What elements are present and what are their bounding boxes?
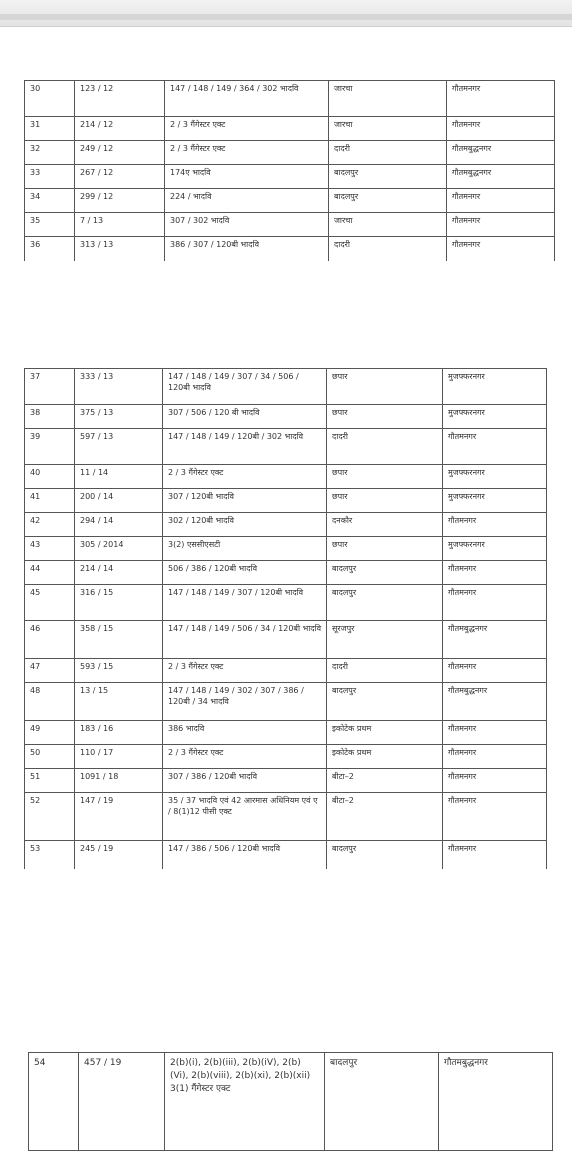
serial-number-cell: 43 [25, 537, 75, 561]
serial-number-cell: 50 [25, 745, 75, 769]
serial-number-cell: 46 [25, 621, 75, 659]
district-cell: गौतमनगर [443, 513, 547, 537]
police-station-cell: इकोटेक प्रथम [327, 721, 443, 745]
sections-cell: 2 / 3 गैंगेस्टर एक्ट [165, 141, 329, 165]
sections-cell: 35 / 37 भादवि एवं 42 आरमास अधिनियम एवं ए / 8(1)12 पीसी एक्ट [163, 793, 327, 841]
district-cell: गौतमबुद्धनगर [447, 141, 555, 165]
serial-number-cell: 34 [25, 189, 75, 213]
police-station-cell: दादरी [327, 659, 443, 683]
serial-number-cell: 42 [25, 513, 75, 537]
district-cell: गौतमनगर [443, 659, 547, 683]
sections-cell: 147 / 148 / 149 / 506 / 34 / 120बी भादवि [163, 621, 327, 659]
sections-cell: 147 / 148 / 149 / 302 / 307 / 386 / 120बी / 34 भादवि [163, 683, 327, 721]
case-table-page-3 [28, 1052, 553, 1151]
police-station-cell: दादरी [329, 237, 447, 261]
case-number-cell: 214 / 12 [75, 117, 165, 141]
police-station-cell: बादलपुर [325, 1053, 439, 1151]
table-row [25, 369, 547, 405]
table-row [25, 537, 547, 561]
table-row [25, 405, 547, 429]
police-station-cell: दादरी [329, 141, 447, 165]
case-number-cell: 305 / 2014 [75, 537, 163, 561]
serial-number-cell: 40 [25, 465, 75, 489]
case-number-cell: 110 / 17 [75, 745, 163, 769]
police-station-cell: जारचा [329, 81, 447, 117]
district-cell: गौतमनगर [443, 769, 547, 793]
police-station-cell: छपार [327, 489, 443, 513]
sections-cell: 224 / भादवि [165, 189, 329, 213]
table-row [25, 489, 547, 513]
police-station-cell: बीटा–2 [327, 769, 443, 793]
sections-cell: 3(2) एससीएसटी [163, 537, 327, 561]
police-station-cell: बादलपुर [329, 165, 447, 189]
table-row [25, 81, 555, 117]
serial-number-cell: 51 [25, 769, 75, 793]
sections-cell: 307 / 302 भादवि [165, 213, 329, 237]
police-station-cell: दनकौर [327, 513, 443, 537]
district-cell: गौतमनगर [443, 429, 547, 465]
district-cell: गौतमबुद्धनगर [447, 165, 555, 189]
serial-number-cell: 39 [25, 429, 75, 465]
table-row [25, 721, 547, 745]
district-cell: गौतमनगर [443, 745, 547, 769]
case-table-body [25, 369, 547, 869]
police-station-cell: जारचा [329, 117, 447, 141]
serial-number-cell: 52 [25, 793, 75, 841]
district-cell: मुजफ्फरनगर [443, 465, 547, 489]
serial-number-cell: 36 [25, 237, 75, 261]
district-cell: मुजफ्फरनगर [443, 489, 547, 513]
table-row [25, 745, 547, 769]
district-cell: गौतमनगर [443, 561, 547, 585]
table-row [25, 189, 555, 213]
case-number-cell: 200 / 14 [75, 489, 163, 513]
district-cell: गौतमबुद्धनगर [439, 1053, 553, 1151]
sections-cell: 302 / 120बी भादवि [163, 513, 327, 537]
case-number-cell: 245 / 19 [75, 841, 163, 869]
serial-number-cell: 41 [25, 489, 75, 513]
police-station-cell: जारचा [329, 213, 447, 237]
district-cell: गौतमनगर [447, 189, 555, 213]
case-number-cell: 333 / 13 [75, 369, 163, 405]
police-station-cell: छपार [327, 465, 443, 489]
case-number-cell: 214 / 14 [75, 561, 163, 585]
table-row [25, 141, 555, 165]
police-station-cell: बादलपुर [327, 683, 443, 721]
district-cell: गौतमबुद्धनगर [443, 621, 547, 659]
sections-cell: 147 / 148 / 149 / 307 / 120बी भादवि [163, 585, 327, 621]
sections-cell: 2 / 3 गैंगेस्टर एक्ट [163, 659, 327, 683]
serial-number-cell: 32 [25, 141, 75, 165]
police-station-cell: बादलपुर [327, 585, 443, 621]
police-station-cell: बीटा–2 [327, 793, 443, 841]
sections-cell: 386 / 307 / 120बी भादवि [165, 237, 329, 261]
table-row [25, 165, 555, 189]
district-cell: गौतमनगर [447, 237, 555, 261]
case-number-cell: 13 / 15 [75, 683, 163, 721]
police-station-cell: दादरी [327, 429, 443, 465]
table-row [25, 793, 547, 841]
case-number-cell: 249 / 12 [75, 141, 165, 165]
sections-cell: 147 / 386 / 506 / 120बी भादवि [163, 841, 327, 869]
sections-cell: 307 / 386 / 120बी भादवि [163, 769, 327, 793]
sections-cell: 2 / 3 गैंगेस्टर एक्ट [163, 745, 327, 769]
sections-cell: 147 / 148 / 149 / 307 / 34 / 506 / 120बी भादवि [163, 369, 327, 405]
district-cell: गौतमनगर [447, 117, 555, 141]
serial-number-cell: 31 [25, 117, 75, 141]
table-row [25, 213, 555, 237]
case-number-cell: 1091 / 18 [75, 769, 163, 793]
table-row [25, 237, 555, 261]
district-cell: मुजफ्फरनगर [443, 537, 547, 561]
serial-number-cell: 45 [25, 585, 75, 621]
sections-cell: 147 / 148 / 149 / 120बी / 302 भादवि [163, 429, 327, 465]
serial-number-cell: 33 [25, 165, 75, 189]
district-cell: गौतमनगर [447, 213, 555, 237]
sections-cell: 2 / 3 गैंगेस्टर एक्ट [165, 117, 329, 141]
case-number-cell: 358 / 15 [75, 621, 163, 659]
case-number-cell: 313 / 13 [75, 237, 165, 261]
case-number-cell: 123 / 12 [75, 81, 165, 117]
case-number-cell: 299 / 12 [75, 189, 165, 213]
serial-number-cell: 49 [25, 721, 75, 745]
serial-number-cell: 53 [25, 841, 75, 869]
sections-cell: 2 / 3 गैंगेस्टर एक्ट [163, 465, 327, 489]
sections-cell: 386 भादवि [163, 721, 327, 745]
case-table-body [25, 81, 555, 261]
police-station-cell: छपार [327, 369, 443, 405]
serial-number-cell: 38 [25, 405, 75, 429]
sections-cell: 2(b)(i), 2(b)(iii), 2(b)(iV), 2(b)(Vi), 2(b)(viii), 2(b)(xi), 2(b)(xii) 3(1) गैंगेस्टर एक्ट [165, 1053, 325, 1151]
case-table-body [29, 1053, 553, 1151]
sections-cell: 174ए भादवि [165, 165, 329, 189]
case-number-cell: 375 / 13 [75, 405, 163, 429]
police-station-cell: बादलपुर [329, 189, 447, 213]
district-cell: मुजफ्फरनगर [443, 405, 547, 429]
table-row [25, 683, 547, 721]
case-number-cell: 457 / 19 [79, 1053, 165, 1151]
case-number-cell: 597 / 13 [75, 429, 163, 465]
top-toolbar [0, 0, 572, 27]
table-row [25, 585, 547, 621]
table-row [25, 841, 547, 869]
table-row [25, 513, 547, 537]
police-station-cell: बादलपुर [327, 841, 443, 869]
district-cell: गौतमनगर [443, 721, 547, 745]
table-row [25, 429, 547, 465]
sections-cell: 147 / 148 / 149 / 364 / 302 भादवि [165, 81, 329, 117]
case-table-page-1 [24, 80, 555, 261]
district-cell: गौतमनगर [447, 81, 555, 117]
district-cell: गौतमबुद्धनगर [443, 683, 547, 721]
police-station-cell: इकोटेक प्रथम [327, 745, 443, 769]
district-cell: गौतमनगर [443, 841, 547, 869]
police-station-cell: बादलपुर [327, 561, 443, 585]
case-number-cell: 267 / 12 [75, 165, 165, 189]
district-cell: गौतमनगर [443, 585, 547, 621]
serial-number-cell: 35 [25, 213, 75, 237]
district-cell: गौतमनगर [443, 793, 547, 841]
sections-cell: 506 / 386 / 120बी भादवि [163, 561, 327, 585]
case-number-cell: 147 / 19 [75, 793, 163, 841]
police-station-cell: छपार [327, 537, 443, 561]
table-row [25, 117, 555, 141]
serial-number-cell: 54 [29, 1053, 79, 1151]
police-station-cell: छपार [327, 405, 443, 429]
sections-cell: 307 / 506 / 120 बी भादवि [163, 405, 327, 429]
district-cell: मुजफ्फरनगर [443, 369, 547, 405]
case-number-cell: 294 / 14 [75, 513, 163, 537]
table-row [25, 561, 547, 585]
serial-number-cell: 30 [25, 81, 75, 117]
table-row [25, 769, 547, 793]
serial-number-cell: 44 [25, 561, 75, 585]
serial-number-cell: 47 [25, 659, 75, 683]
case-number-cell: 7 / 13 [75, 213, 165, 237]
serial-number-cell: 37 [25, 369, 75, 405]
case-table-page-2 [24, 368, 547, 869]
table-row [25, 621, 547, 659]
table-row [29, 1053, 553, 1151]
sections-cell: 307 / 120बी भादवि [163, 489, 327, 513]
case-number-cell: 183 / 16 [75, 721, 163, 745]
case-number-cell: 11 / 14 [75, 465, 163, 489]
police-station-cell: सूरजपुर [327, 621, 443, 659]
table-row [25, 659, 547, 683]
serial-number-cell: 48 [25, 683, 75, 721]
table-row [25, 465, 547, 489]
case-number-cell: 593 / 15 [75, 659, 163, 683]
toolbar-divider [0, 14, 572, 20]
case-number-cell: 316 / 15 [75, 585, 163, 621]
